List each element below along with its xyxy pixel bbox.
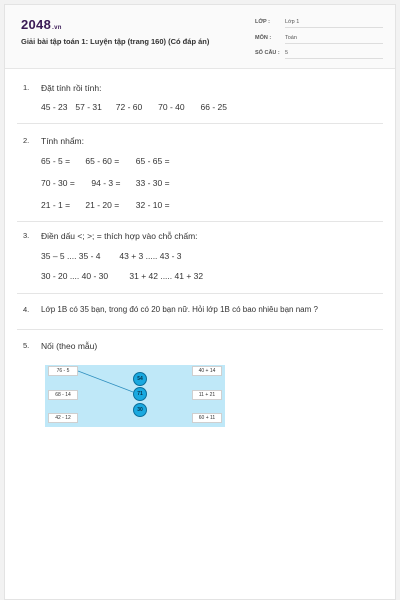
expr: 65 - 5 =	[41, 156, 71, 166]
question-2-row-2	[41, 178, 170, 188]
question-4-number: 4.	[23, 305, 30, 314]
left-expression[interactable]: 76 - 5	[48, 366, 78, 376]
expr: 21 - 20 =	[85, 200, 120, 210]
expr: 66 - 25	[200, 102, 227, 112]
question-4-text: Lớp 1B có 35 bạn, trong đó có 20 bạn nữ. Hỏi lớp 1B có bao nhiêu bạn nam ?	[41, 305, 318, 314]
question-3-row-2	[41, 271, 203, 281]
right-expression[interactable]: 40 + 14	[192, 366, 222, 376]
logo-main: 2048	[21, 17, 52, 32]
middle-number[interactable]: 30	[133, 403, 147, 417]
right-expression[interactable]: 60 + 11	[192, 413, 222, 423]
question-2-row-3	[41, 200, 170, 210]
expr: 21 - 1 =	[41, 200, 71, 210]
expr: 35 – 5 .... 35 - 4	[41, 251, 101, 261]
middle-number[interactable]: 71	[133, 387, 147, 401]
divider	[17, 123, 383, 124]
question-1-number: 1.	[23, 83, 30, 92]
expr: 65 - 60 =	[85, 156, 120, 166]
question-3-text: Điền dấu <; >; = thích hợp vào chỗ chấm:	[41, 231, 198, 241]
expr: 70 - 40	[158, 102, 185, 112]
expr: 72 - 60	[115, 102, 143, 112]
site-logo[interactable]	[21, 17, 62, 32]
question-2-row-1	[41, 156, 170, 166]
expr: 43 + 3 ..... 43 - 3	[119, 251, 182, 261]
question-3-number: 3.	[23, 231, 30, 240]
divider	[17, 329, 383, 330]
left-expression[interactable]: 68 - 14	[48, 390, 78, 400]
expr: 65 - 65 =	[135, 156, 170, 166]
expr: 70 - 30 =	[41, 178, 75, 188]
meta-count-label: SỐ CÂU :	[255, 50, 280, 56]
right-expression[interactable]: 11 + 21	[192, 390, 222, 400]
expr: 45 - 23	[41, 102, 68, 112]
header	[5, 5, 395, 69]
meta-subject-label: MÔN :	[255, 35, 272, 41]
logo-sub: .vn	[52, 25, 62, 31]
meta-class-label: LỚP :	[255, 19, 270, 25]
question-2-number: 2.	[23, 136, 30, 145]
question-1-row	[41, 102, 237, 112]
expr: 57 - 31	[75, 102, 102, 112]
matching-panel	[45, 365, 225, 427]
divider	[17, 221, 383, 222]
meta-count-value: 5	[285, 50, 383, 59]
question-5-text: Nối (theo mẫu)	[41, 341, 98, 351]
meta-subject-value: Toán	[285, 35, 383, 44]
left-expression[interactable]: 42 - 12	[48, 413, 78, 423]
expr: 94 - 3 =	[91, 178, 121, 188]
expr: 30 - 20 .... 40 - 30	[41, 271, 109, 281]
meta-class-value: Lớp 1	[285, 19, 383, 28]
question-2-text: Tính nhẩm:	[41, 136, 84, 146]
question-3-row-1	[41, 251, 182, 261]
question-1-text: Đặt tính rồi tính:	[41, 83, 102, 93]
expr: 31 + 42 ..... 41 + 32	[129, 271, 204, 281]
expr: 33 - 30 =	[135, 178, 170, 188]
question-5-number: 5.	[23, 341, 30, 350]
divider	[17, 293, 383, 294]
middle-number[interactable]: 54	[133, 372, 147, 386]
page-title: Giải bài tập toán 1: Luyện tập (trang 160) (Có đáp án)	[21, 37, 210, 46]
worksheet	[4, 4, 396, 600]
expr: 32 - 10 =	[135, 200, 170, 210]
